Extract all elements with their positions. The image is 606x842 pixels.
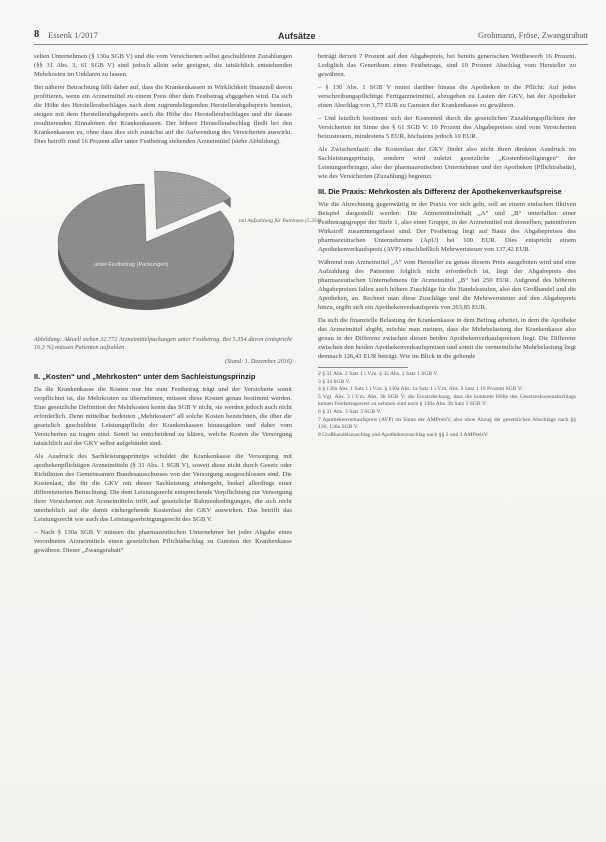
paragraph: Bei näherer Betrachtung fällt daher auf, dass die Krankenkassen in Wirklichkeit finanziell davon profitieren, wenn ein Arzneimittel zu einem Preis über dem Festbetrag abgegeben wird. Da sich die Höhe des Herstellerabschlages nach dem zugrundeliegenden Herstellerabgabepreis bemisst, steigen mit dem Herstellerabgabepreis auch die Höhe des Herstellerabschlages und die daraus resultierenden Einnahmen der Krankenkassen. Der höhere Herstellerabschlag fließt bei den Krankenkassen zu, ohne dass dies sich zunächst auf die Aufwendung des Versicherten auswirkt. Dies betrifft rund 16 Prozent aller unter Festbetrag stehenden Arzneimittel (siehe Abbildung). [34,84,292,145]
paragraph: Wie die Abrechnung gegenwärtig in der Praxis vor sich geht, soll an einem einfachen fiktiven Beispiel dargestellt werden: Die Arzneimittelinhalt „A“ und „B“ unterfallen einer Festbetragsgruppe der Stufe 1, also einer Gruppe, in der Arzneimittel mit denselben, patentfreien Wirkstoff zusammengefasst sind. Der Festbetrag liegt auf Basis des Abgabepreises des pharmazeutischen Unternehmens (ApU) bei 100 EUR. Dies entspricht einem Apothekenverkaufspreis (AVP) einschließlich Mehrwertsteuer von 137,42 EUR. [318,201,576,253]
chart-date: (Stand: 1. Dezember 2016) [224,357,292,365]
footnote: 5 Vgl. Abs. 3 i.V.m. Abs. 3b SGB V; die Ersatzdeckung, dass die konkrete Höhe des Gesetzeskostenabschlags keinen Festbetragswert zu nehmen sind nach § 130a Abs. 3b Satz 2 SGB V. [318,393,576,408]
paragraph: Da sich die finanzielle Belastung der Krankenkasse in dem Beitrag arbeitet, in dem die Apotheke das Arzneimittel abgibt, möchte man meinen, dass die Mehrbelastung der Krankenkasse also genau in der Differenz zwischen diesen beiden Apothekenverkaufspreisen liegt. Die Differenz zwischen den beiden Apothekenverkaufspreisen und somit die vermeintliche Mehrbelastung liegt demnach 126,43 EUR beträgt. Wie im Blick in die geltende [318,317,576,360]
running-authors: Grohmann, Fröse, Zwangsrabatt [477,30,588,40]
left-column [34,52,322,559]
paragraph: selten Unternehmen (§ 130a SGB V) und die vom Versicherten selbst geschuldeten Zuzahlungen (§§ 31 Abs. 3, 61 SGB V) sind jedoch allein sehr geeignet, die tatsächlich entstehenden Mehrkosten im Unklaren zu lassen. [34,53,292,78]
paragraph: – Und letztlich bestimmt sich der Kostenteil durch die gesetzlichen Zuzahlungspflichten der Versicherten im Sinne des § 61 SGB V: 10 Prozent des Abgabepreises sind vom Versicherten beizusteuern, mindestens 5 EUR, höchstens jedoch 10 EUR. [318,115,576,140]
paragraph: Während nun Arzneimittel „A“ vom Hersteller zu genau diesem Preis ausgeboten wird und eine Aufzahlung des Patienten folglich nicht erforderlich ist, liegt der Abgabepreis des pharmazeutischen Unternehmens für Arzneimittel „B“ bei 250 EUR. Aufgrund des höheren Abgabepreises fallen auch höhere Zuschläge für die Handelsstufen, also den Großhandel und die Apotheken, an. Rechnet man diese Zuschläge und die Mehrwertsteuer auf den Abgabepreis hinzu, ergibt sich ein Apothekenverkaufspreis von 263,85 EUR. [318,259,576,311]
right-column [318,52,576,439]
footnote-rule [318,367,408,368]
paragraph: Als Zwischenfazit: die Kostenlast der GKV findet also nicht ihren direkten Ausdruck im Sachleistungsprinzip, sondern wird zuletzt gesetzliche „Kostenbeteiligungen“ der Leistungserbringer, also der pharmazeutischen Unternehmer und der Apotheken (Pflichtrabatte), wie des Versicherten (Zuzahlung) begrenzt. [318,146,576,180]
pie-chart-svg [34,150,322,334]
footnote: 3 § 34 SGB V. [318,378,351,385]
page-number: 8 [34,29,40,40]
footnote: 6 § 31 Abs. 3 Satz 3 SGB V. [318,408,382,415]
pie-chart [34,150,322,334]
header-rule [34,44,588,45]
footnote: 7 Apothekenverkaufspreis (AVP) im Sinne der AMPreisV, also ohne Abzug der gesetzlichen Abschläge nach §§ 130, 130a SGB V. [318,416,576,431]
paragraph: Da die Krankenkasse die Kosten nur bis zum Festbetrag trägt und der Versicherte somit verpflichtet ist, die Mehrkosten zu übernehmen, müssen diese Kosten genau bestimmt werden. Eine gesetzliche Definition der Mehrkosten kennt das SGB V nicht, sie werden jedoch auch nicht erforderlich. Denn mittelbar bedeuten „Mehrkosten“ all solche Kosten bezeichnen, die über die gesetzlich geschuldete Leistungspflicht der Krankenkassen hinausgehen und daher vom Versicherten zu tragen sind. Somit ist entscheidend zu klären, welche Kosten die Versorgung tatsächlich auf der GKV selbst aufgebürdet sind. [34,385,292,447]
footnote: 2 § 31 Abs. 2 Satz 1 i.V.m. § 35 Abs. 1 Satz 1 SGB V. [318,371,439,377]
chart-caption: Abbildung: Aktuell stehen 32.772 Arzneimittelpackungen unter Festbetrag. Bei 5.354 davon (entspricht 16,3 %) müssen Patienten aufzahlen [34,336,292,352]
paragraph: – § 130 Abs. 1 SGB V mutet darüber hinaus die Apotheken in die Pflicht: Auf jedes verschreibungspflichtige Fertigarzneimittel, abzugeben zu Lasten der GKV, hat der Apotheker einen Abschlag von 1,77 EUR zu Gunsten der Krankenkasse zu gewähren. [318,84,576,109]
footnote: 4 § 130a Abs. 1 Satz 1 i.V.m. § 130a Abs. 1a Satz 1 i.V.m. Abs. 3 Satz 1 10 Prozent SGB V. [318,386,523,393]
footnotes [318,371,576,439]
paragraph: – Nach § 130a SGB V müssen die pharmazeutischen Unternehmer bei jeder Abgabe eines verordneten Arzneimittels einen gesetzlichen Pflichtabschlag zu Gunsten der Krankenkasse gewähren. Dieser „Zwangsrabatt“ [34,528,292,554]
paragraph: Als Ausdruck des Sachleistungsprinzips schuldet die Krankenkasse die Versorgung mit apothekenpflichtigen Arzneimitteln (§ 31 Abs. 1 SGB V), soweit diese nicht durch Gesetz oder Richtlinien des Gemeinsamen Bundesausschusses von der Versorgung ausgeschlossen sind. Die Kostenlast, die für die GKV mit dieser Sachleistung einhergeht, bedarf allerdings einer differenzierten Betrachtung. Die dem Leistungsrecht entsprechende Verpflichtung zur Versorgung ihrer Versicherten mit Arzneimitteln trifft auf gesetzliche Rahmenbedingungen, die sich nicht unerheblich auf die damit einhergehende Kostenlast der GKV auswirken. Das betrifft das Leistungsrecht wie auch das Leistungserbringungsrecht des SGB V. [34,452,292,523]
section-heading: II. „Kosten“ und „Mehrkosten“ unter dem Sachleistungsprinzip [34,371,256,381]
section-title: Aufsätze [278,31,316,41]
section-heading: III. Die Praxis: Mehrkosten als Differenz der Apothekenverkaufspreise [318,187,562,196]
footnote: 8 Großhandelszuschlag und Apothekenzuschlag nach §§ 2 und 3 AMPreisV. [318,431,489,438]
slice-label-aufzahlung: mit Aufzahlung für Patienten (5.354) [239,218,322,224]
paragraph: beträgt derzeit 7 Prozent auf den Abgabepreis, bei bereits generischen Wettbewerb 16 Prozent. Lediglich das Generikum eines Festbetrags, sind 10 Prozent Abschlag vom Hersteller zu gewähren. [318,53,576,78]
journal-name: Essenk 1/2017 [48,30,98,40]
slice-label-main: unter Festbetrag (Packungen) [94,262,169,268]
